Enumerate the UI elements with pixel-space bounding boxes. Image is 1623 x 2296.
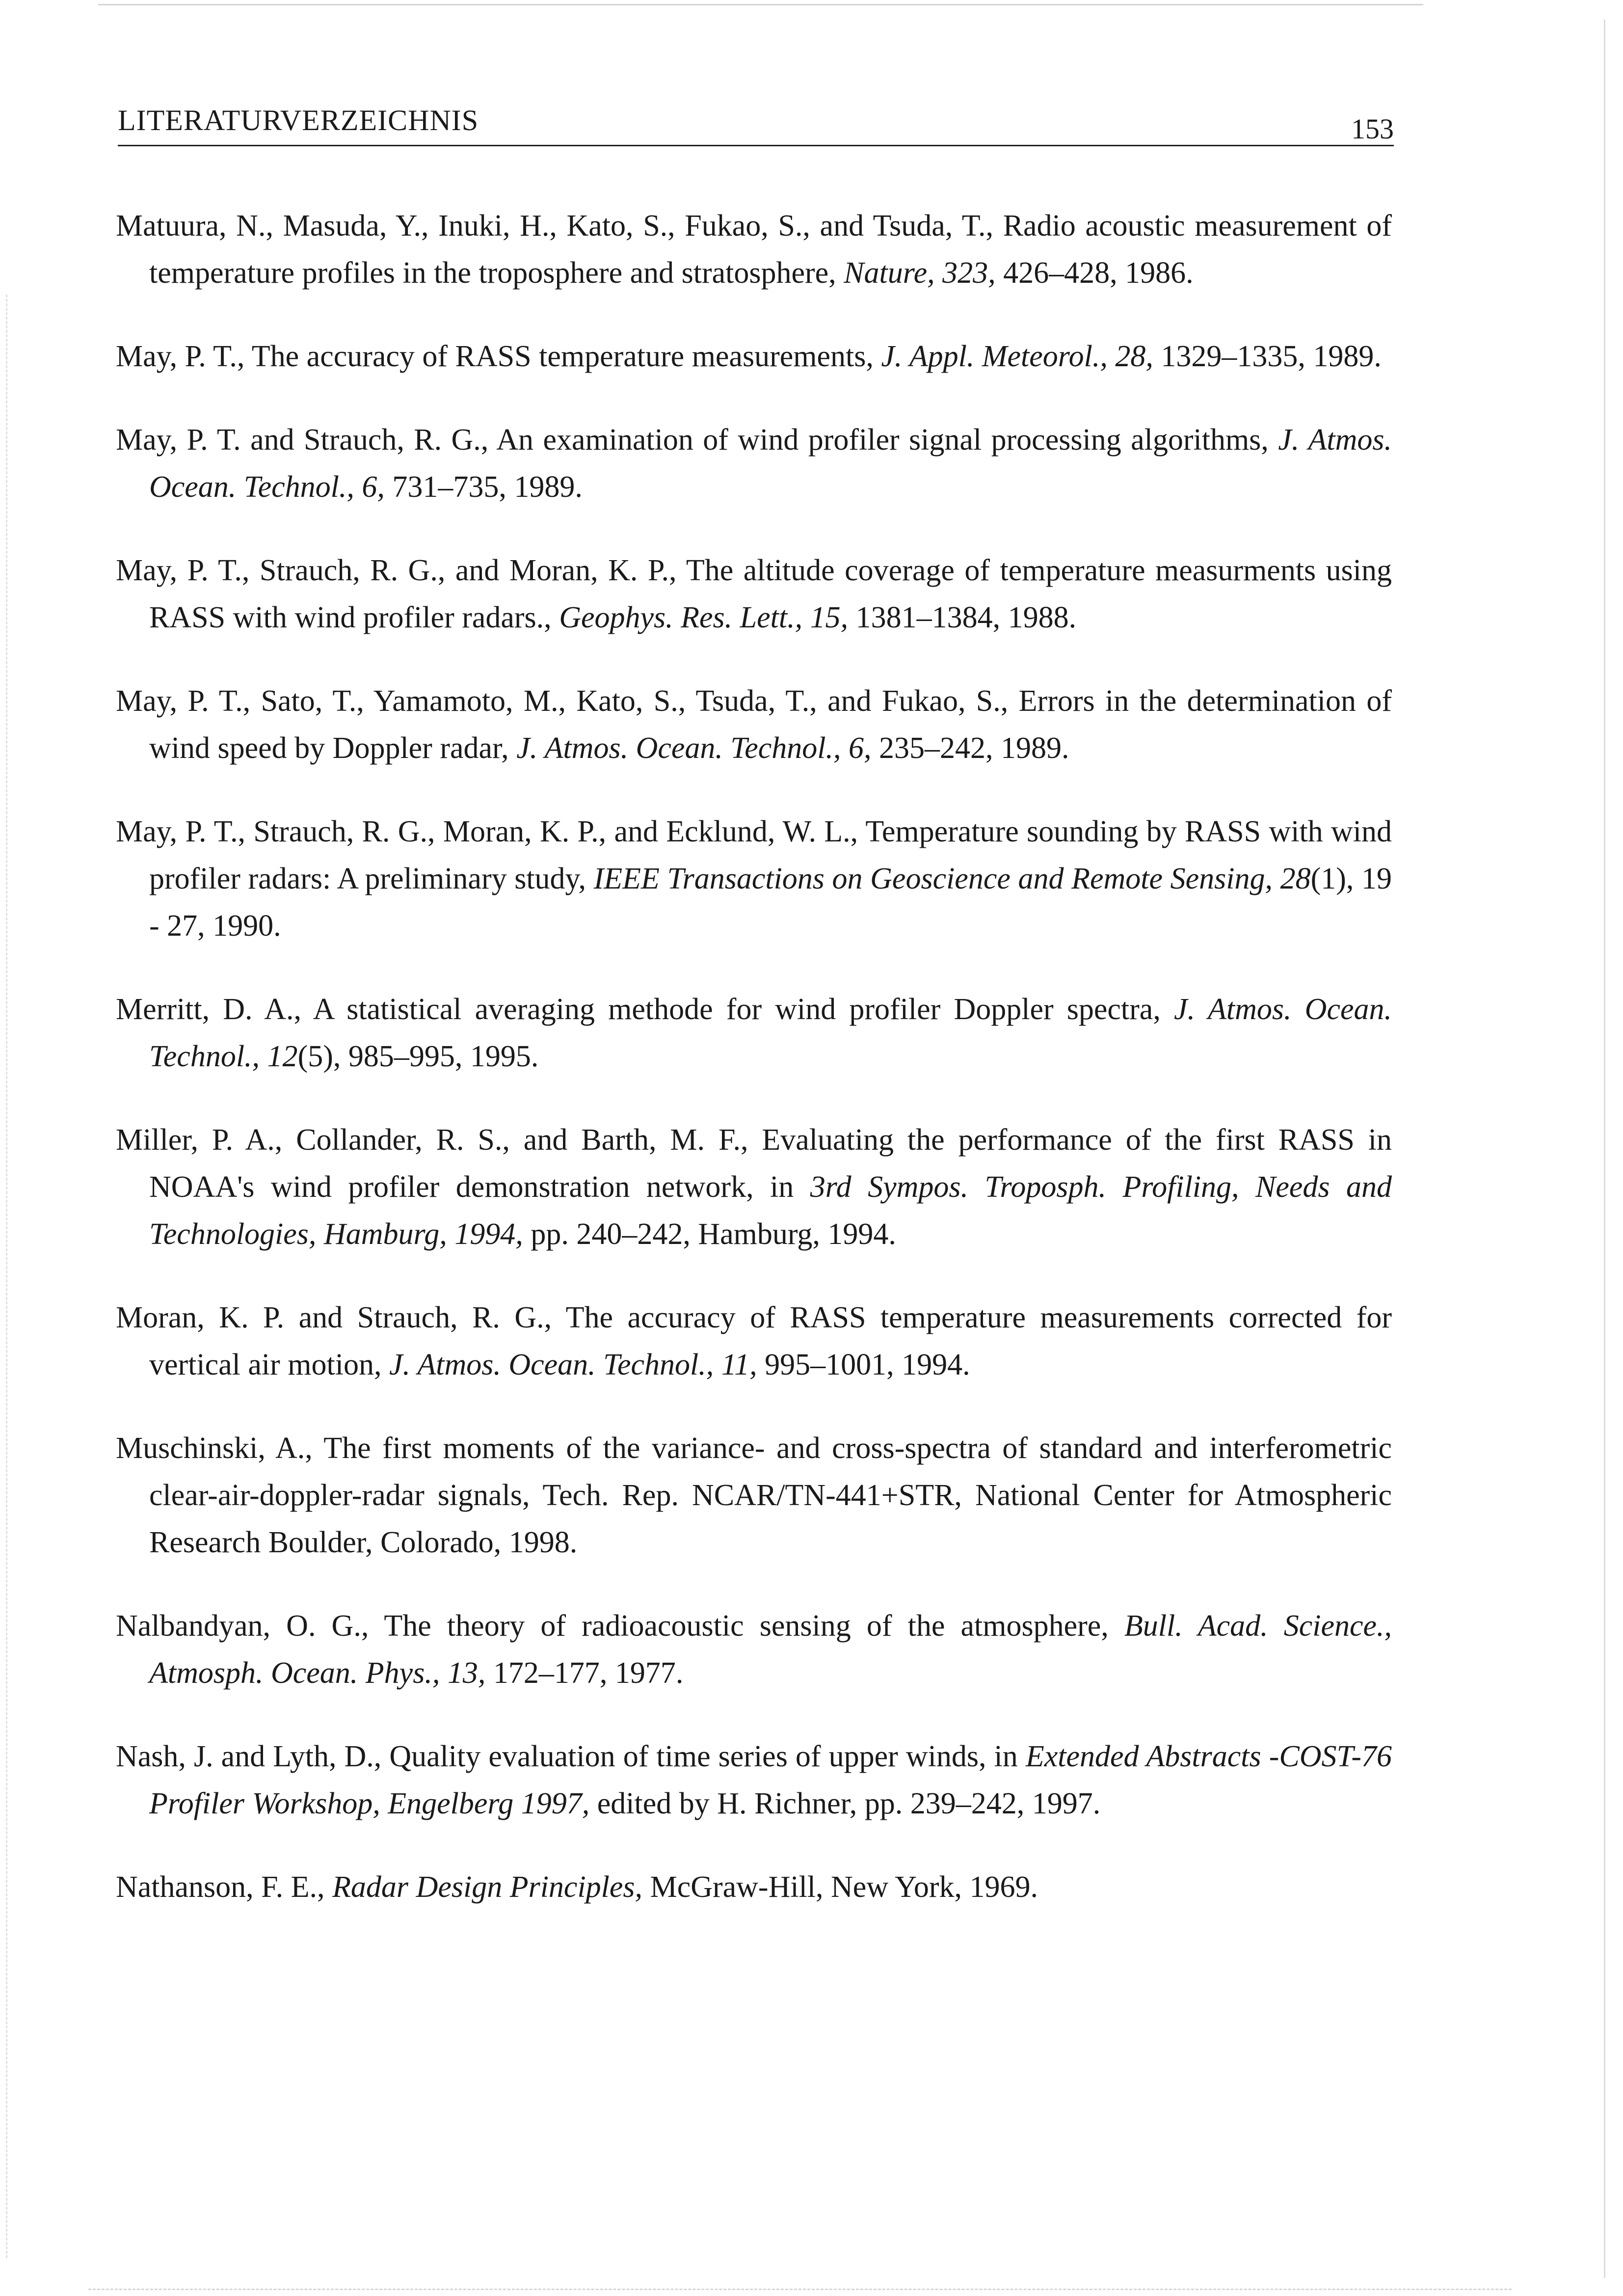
reference-title: An examination of wind profiler signal processing algorithms, xyxy=(496,423,1269,457)
reference-title: The accuracy of RASS temperature measurements corrected for vertical air motion, xyxy=(149,1301,1392,1381)
reference-details: 995–1001, 1994. xyxy=(765,1348,970,1381)
reference-details: 1329–1335, 1989. xyxy=(1161,340,1382,373)
reference-entry xyxy=(116,1294,1392,1388)
reference-venue: Nature, 323, xyxy=(844,256,996,290)
reference-authors: Nathanson, F. E., xyxy=(116,1870,325,1904)
reference-title: Radio acoustic measurement of temperature profiles in the troposphere and stratosphere, xyxy=(149,209,1392,290)
reference-entry xyxy=(116,808,1392,949)
reference-details: McGraw-Hill, New York, 1969. xyxy=(650,1870,1038,1904)
reference-title: Evaluating the performance of the first RASS in NOAA's wind profiler demonstration network, in xyxy=(149,1123,1392,1204)
reference-title: Temperature sounding by RASS with wind profiler radars: A preliminary study, xyxy=(149,815,1392,895)
reference-venue: 3rd Sympos. Troposph. Profiling, Needs and Technologies, Hamburg, 1994, xyxy=(149,1170,1392,1251)
reference-venue: J. Atmos. Ocean. Technol., 6, xyxy=(516,731,872,765)
reference-details: 1381–1384, 1988. xyxy=(855,601,1077,634)
reference-title: The theory of radioacoustic sensing of the atmosphere, xyxy=(384,1609,1109,1643)
reference-title: A statistical averaging methode for wind profiler Doppler spectra, xyxy=(313,993,1161,1026)
reference-entry xyxy=(116,1733,1392,1827)
reference-details: (1), 19 - 27, 1990. xyxy=(149,862,1392,943)
scan-edge-top xyxy=(98,4,1423,5)
reference-venue: IEEE Transactions on Geoscience and Remote Sensing, 28 xyxy=(593,862,1311,895)
reference-details: pp. 240–242, Hamburg, 1994. xyxy=(531,1217,896,1251)
reference-authors: May, P. T., Sato, T., Yamamoto, M., Kato, S., Tsuda, T., and Fukao, S., xyxy=(116,684,1009,718)
reference-entry xyxy=(116,1864,1392,1911)
reference-details: 731–735, 1989. xyxy=(392,470,583,504)
scan-edge-left xyxy=(6,295,7,2258)
reference-entry xyxy=(116,1116,1392,1258)
reference-title: Quality evaluation of time series of upper winds, in xyxy=(389,1740,1018,1773)
reference-authors: Miller, P. A., Collander, R. S., and Barth, M. F., xyxy=(116,1123,748,1157)
reference-entry xyxy=(116,416,1392,511)
reference-venue: J. Atmos. Ocean. Technol., 12 xyxy=(149,993,1392,1073)
reference-venue: Extended Abstracts -COST-76 Profiler Workshop, Engelberg 1997, xyxy=(149,1740,1392,1820)
reference-details: edited by H. Richner, pp. 239–242, 1997. xyxy=(597,1787,1101,1820)
reference-authors: May, P. T., Strauch, R. G., and Moran, K. P., xyxy=(116,554,677,587)
reference-list xyxy=(116,202,1392,1947)
running-header xyxy=(118,101,1394,146)
reference-authors: Merritt, D. A., xyxy=(116,993,302,1026)
reference-details: (5), 985–995, 1995. xyxy=(297,1040,539,1073)
reference-authors: Nash, J. and Lyth, D., xyxy=(116,1740,382,1773)
reference-entry xyxy=(116,986,1392,1080)
reference-venue: Radar Design Principles, xyxy=(332,1870,643,1904)
reference-venue: J. Appl. Meteorol., 28, xyxy=(881,340,1153,373)
scan-edge-bottom xyxy=(88,2289,1512,2290)
reference-entry xyxy=(116,677,1392,772)
reference-authors: May, P. T., xyxy=(116,340,245,373)
reference-entry xyxy=(116,202,1392,297)
reference-entry xyxy=(116,1425,1392,1566)
reference-title: The first moments of the variance- and cross-spectra of standard and interferometric clear-air-doppler-radar signals, Tech. Rep. NCAR/TN-441+STR, National Center for Atmospheric Research Boulder, Colorado, 1998. xyxy=(149,1432,1392,1559)
reference-entry xyxy=(116,333,1392,380)
reference-authors: Moran, K. P. and Strauch, R. G., xyxy=(116,1301,552,1334)
reference-details: 426–428, 1986. xyxy=(1003,256,1194,290)
reference-entry xyxy=(116,547,1392,641)
scan-edge-right xyxy=(1604,20,1605,2278)
reference-authors: Nalbandyan, O. G., xyxy=(116,1609,369,1643)
running-title: LITERATURVERZEICHNIS xyxy=(118,104,479,136)
reference-details: 172–177, 1977. xyxy=(493,1656,684,1690)
reference-authors: Matuura, N., Masuda, Y., Inuki, H., Kato, S., Fukao, S., and Tsuda, T., xyxy=(116,209,994,243)
reference-authors: Muschinski, A., xyxy=(116,1432,313,1465)
reference-title: Errors in the determination of wind speed by Doppler radar, xyxy=(149,684,1392,765)
reference-authors: May, P. T., Strauch, R. G., Moran, K. P., and Ecklund, W. L., xyxy=(116,815,858,848)
reference-entry xyxy=(116,1602,1392,1697)
reference-venue: Geophys. Res. Lett., 15, xyxy=(559,601,849,634)
reference-authors: May, P. T. and Strauch, R. G., xyxy=(116,423,489,457)
reference-venue: Bull. Acad. Science., Atmosph. Ocean. Phys., 13, xyxy=(149,1609,1392,1690)
page-number: 153 xyxy=(1351,113,1394,145)
reference-title: The accuracy of RASS temperature measurements, xyxy=(251,340,874,373)
reference-venue: J. Atmos. Ocean. Technol., 11, xyxy=(389,1348,757,1381)
reference-title: The altitude coverage of temperature measurments using RASS with wind profiler radars., xyxy=(149,554,1392,634)
reference-venue: J. Atmos. Ocean. Technol., 6, xyxy=(149,423,1392,504)
reference-details: 235–242, 1989. xyxy=(878,731,1069,765)
